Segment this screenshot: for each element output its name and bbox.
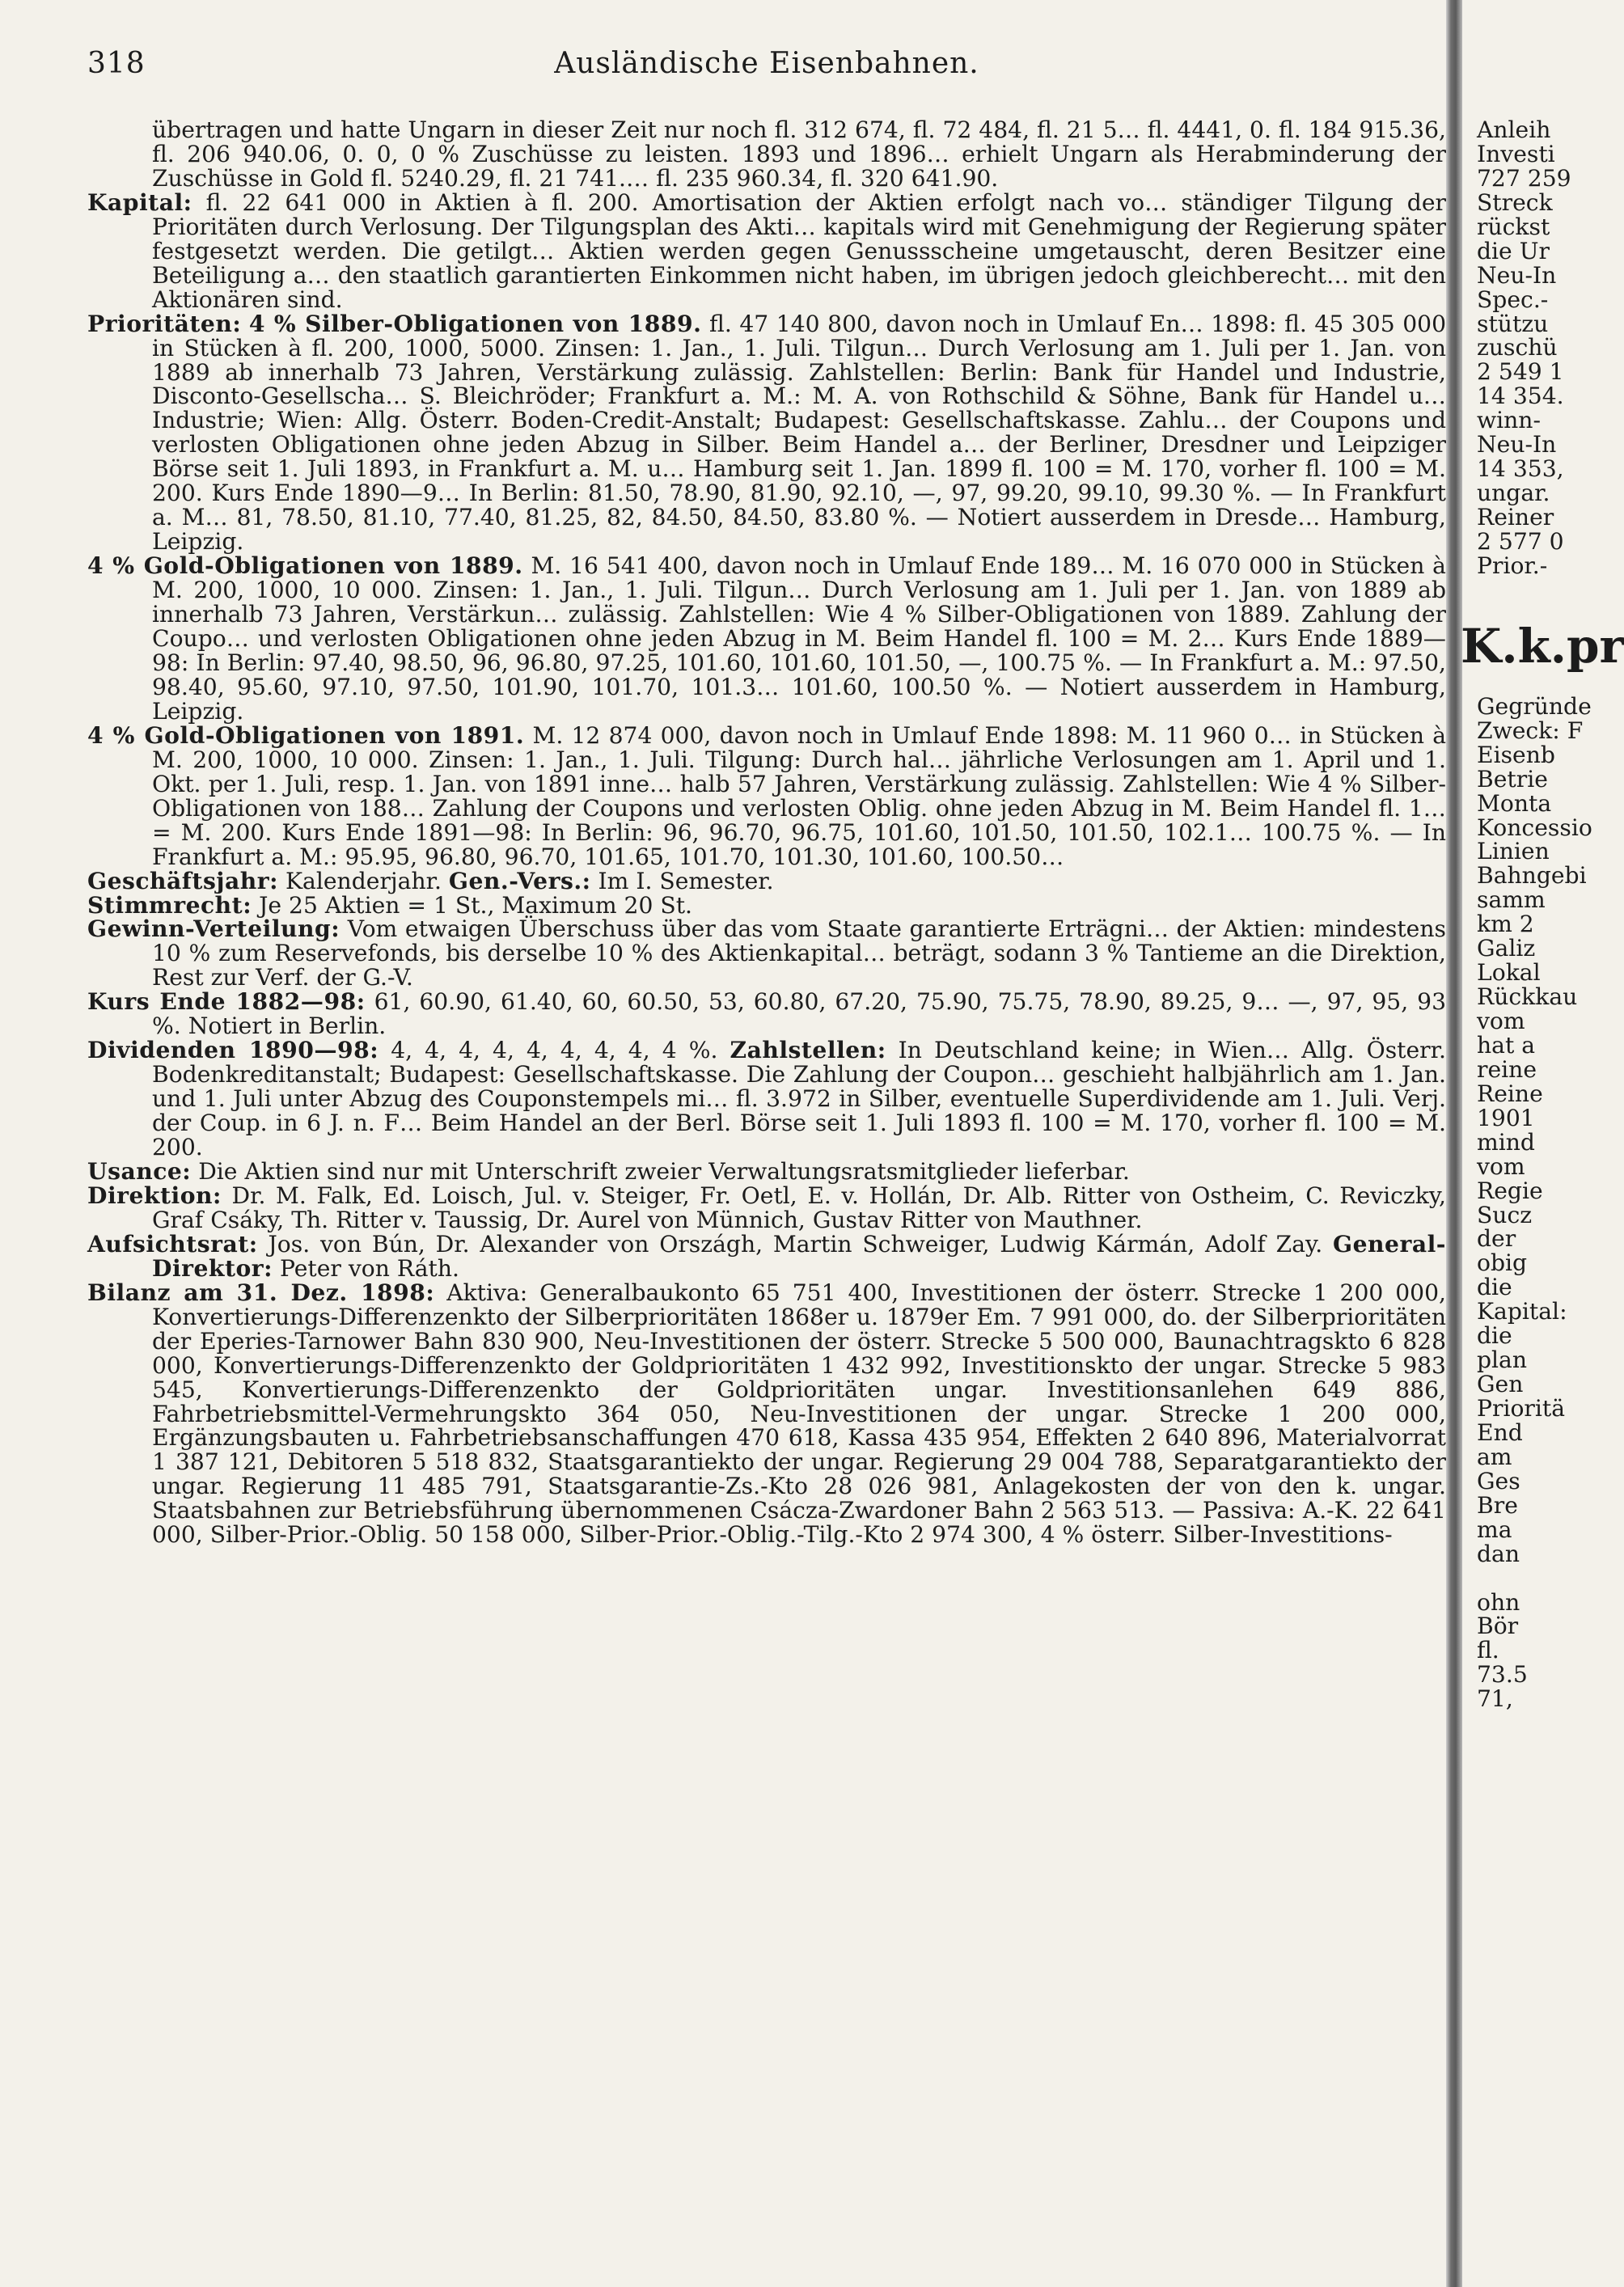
entry-label: Stimmrecht:: [87, 891, 252, 919]
entry-label: Aufsichtsrat:: [87, 1230, 258, 1258]
side-line: die: [1477, 1274, 1512, 1301]
entry-dividenden: [87, 1038, 1446, 1160]
side-line: Prioritä: [1477, 1395, 1566, 1422]
page-gutter-divider: [1446, 0, 1462, 2287]
entry-label: Geschäftsjahr:: [87, 867, 279, 894]
side-line: samm: [1477, 886, 1546, 914]
side-line: Linien: [1477, 838, 1550, 865]
side-line: die Ur: [1477, 237, 1550, 264]
side-line: fl.: [1477, 1637, 1499, 1664]
entry-sublabel: 4 % Silber-Obligationen von 1889.: [248, 310, 702, 337]
entry-text: Jos. von Bún, Dr. Alexander von Országh, Martin Schweiger, Ludwig Kármán, Adolf Zay.: [268, 1230, 1323, 1258]
side-line: rückst: [1477, 213, 1550, 240]
entry-label: Kapital:: [87, 188, 192, 216]
entry-text: Die Aktien sind nur mit Unterschrift zweier Verwaltungsratsmitglieder lieferbar.: [198, 1157, 1130, 1185]
side-line: mind: [1477, 1128, 1535, 1156]
entry-text: M. 16 541 400, davon noch in Umlauf Ende 189… M. 16 070 000 in Stücken à M. 200, 1000, 10 000. Zinsen: 1. Jan., 1. Juli. Tilgun… Durch Verlosung am 1. Juli per 1. Jan. von 1889 ab innerhalb 73 Jahren, Verstärkun… zulässig. Zahlstellen: Wie 4 % Silber-Obligationen von 1889. Zahlung der Coupo… und verlosten Obligationen ohne jeden Abzug in M. Beim Handel fl. 100 = M. 2… Kurs Ende 1889—98: In Berlin: 97.40, 98.50, 96, 96.80, 97.25, 101.60, 101.60, 101.50, —, 100.75 %. — In Frankfurt a. M.: 97.50, 98.40, 95.60, 97.10, 97.50, 101.90, 101.70, 101.3… 101.60, 100.50 %. — Notiert ausserdem in Hamburg, Leipzig.: [152, 552, 1446, 725]
side-line: hat a: [1477, 1031, 1536, 1059]
entry-text: fl. 22 641 000 in Aktien à fl. 200. Amortisation der Aktien erfolgt nach vo… ständiger Tilgung der Prioritäten durch Verlosung. Der Tilgungsplan des Akti… kapitals wird mit Genehmigung der Regierung später festgesetzt werden. Die getilgt… Aktien werden gegen Genussscheine umgetauscht, deren Besitzer eine Beteiligung a… den staatlich garantierten Einkommen nicht haben, im übrigen jedoch gleichberecht… mit den Aktionären sind.: [152, 188, 1446, 313]
side-line: 14 354.: [1477, 383, 1564, 410]
side-line: Lokal: [1477, 959, 1541, 987]
side-line: dan: [1477, 1540, 1520, 1567]
side-line: vom: [1477, 1008, 1525, 1034]
entry-text-2: In Deutschland keine; in Wien… Allg. Österr. Bodenkreditanstalt; Budapest: Gesellschaftskasse. Die Zahlung der Coupon… geschieht halbjährlich am 1. Jan. und 1. Juli unter Abzug des Couponstempels mi… fl. 3.972 in Silber, eventuelle Superdividende am 1. Juli. Verj. der Coup. in 6 J. n. F… Beim Handel an der Berl. Börse seit 1. Juli 1893 fl. 100 = M. 170, vorher fl. 100 = M. 200.: [152, 1037, 1446, 1161]
entry-gold-1891: [87, 721, 1446, 870]
entry-text: Je 25 Aktien = 1 St., Maximum 20 St.: [259, 891, 692, 919]
entry-label: 4 % Gold-Obligationen von 1889.: [87, 552, 523, 580]
side-line: Koncessio: [1477, 814, 1592, 841]
entry-text: Kalenderjahr.: [285, 867, 442, 894]
entry-text: 61, 60.90, 61.40, 60, 60.50, 53, 60.80, 67.20, 75.90, 75.75, 78.90, 89.25, 9… —, 97, 95, 93 %. Notiert in Berlin.: [152, 988, 1447, 1040]
running-title: Ausländische Eisenbahnen.: [554, 47, 979, 80]
side-line: 73.5: [1477, 1661, 1528, 1689]
side-line: Neu-In: [1477, 431, 1557, 459]
side-line: Reiner: [1477, 504, 1554, 531]
entry-text: fl. 47 140 800, davon noch in Umlauf En… 1898: fl. 45 305 000 in Stücken à fl. 200, 1000, 5000. Zinsen: 1. Jan., 1. Juli. Tilgun… Durch Verlosung am 1. Juli per 1. Jan. von 1889 ab innerhalb 73 Jahren, Verstärkung zulässig. Zahlstellen: Berlin: Bank für Handel und Industrie, Disconto-Gesellscha… S. Bleichröder; Frankfurt a. M.: M. A. von Rothschild & Söhne, Bank für Handel u… Industrie; Wien: Allg. Österr. Boden-Credit-Anstalt; Budapest: Gesellschaftskasse. Zahlu… der Coupons und verlosten Obligationen ohne jeden Abzug in Silber. Beim Handel a… der Berliner, Dresdner und Leipziger Börse seit 1. Juli 1893, in Frankfurt a. M. u… Hamburg seit 1. Jan. 1899 fl. 100 = M. 170, vorher fl. 100 = M. 200. Kurs Ende 1890—9… In Berlin: 81.50, 78.90, 81.90, 92.10, —, 97, 99.20, 99.10, 99.30 %. — In Frankfurt a. M… 81, 78.50, 81.10, 77.40, 81.25, 82, 84.50, 84.50, 83.80 %. — Notiert ausserdem in Dresde… Hamburg, Leipzig.: [152, 310, 1447, 556]
entry-direktion: [87, 1184, 1446, 1232]
entry-label: Usance:: [87, 1157, 192, 1185]
side-line: 727 259: [1477, 164, 1571, 192]
side-line: obig: [1477, 1249, 1528, 1277]
side-line: Bör: [1477, 1613, 1519, 1640]
entry-gold-1889: [87, 554, 1446, 724]
entry-text: 4, 4, 4, 4, 4, 4, 4, 4, 4 %.: [391, 1037, 718, 1064]
side-line: Reine: [1477, 1080, 1543, 1107]
side-line: Monta: [1477, 789, 1552, 817]
entry-text: Dr. M. Falk, Ed. Loisch, Jul. v. Steiger, Fr. Oetl, E. v. Hollán, Dr. Alb. Ritter von Ostheim, C. Reviczky, Graf Csáky, Th. Ritter v. Taussig, Dr. Aurel von Münnich, Gustav Ritter von Mauthner.: [152, 1182, 1446, 1233]
side-line: Betrie: [1477, 765, 1548, 793]
entry-bilanz: [87, 1281, 1446, 1547]
side-line: 2 549 1: [1477, 358, 1564, 386]
entry-label: Bilanz am 31. Dez. 1898:: [87, 1279, 435, 1306]
entry-label: Dividenden 1890—98:: [87, 1037, 379, 1064]
entry-label: 4 % Gold-Obligationen von 1891.: [87, 721, 525, 749]
side-line: Kapital:: [1477, 1298, 1567, 1325]
side-line: Bahngebi: [1477, 862, 1587, 890]
side-line: Zweck: F: [1477, 717, 1584, 744]
side-line: zuschü: [1477, 334, 1558, 361]
side-line: Ges: [1477, 1467, 1520, 1494]
entry-label: Prioritäten:: [87, 310, 242, 337]
adjacent-page-column: [1461, 116, 1624, 2269]
entry-text: Aktiva: Generalbaukonto 65 751 400, Investitionen der österr. Strecke 1 200 000, Konvertierungs-Differenzenkto der Silberprioritäten 1868er u. 1879er Em. 7 991 000, do. der Silberprioritäten der Eperies-Tarnower Bahn 830 900, Neu-Investitionen der österr. Strecke 5 500 000, Baunachtragskto 6 828 000, Konvertierungs-Differenzenkto der Goldprioritäten 1 432 992, Investitionskto der ungar. Strecke 5 983 545, Konvertierungs-Differenzenkto der Goldprioritäten ungar. Investitionsanlehen 649 886, Fahrbetriebsmittel-Vermehrungskto 364 050, Neu-Investitionen der ungar. Strecke 1 200 000, Ergänzungsbauten u. Fahrbetriebsanschaffungen 470 618, Kassa 435 954, Effekten 2 640 896, Materialvorrat 1 387 121, Debitoren 5 518 832, Staatsgarantiekto der ungar. Regierung 29 004 788, Separatgarantiekto der ungar. Regierung 11 485 791, Staatsgarantie-Zs.-Kto 28 026 981, Anlagekosten der von den k. ungar. Staatsbahnen zur Betriebsführung übernommenen Csácza-Zwardoner Bahn 2 563 513. — Passiva: A.-K. 22 641 000, Silber-Prior.-Oblig. 50 158 000, Silber-Prior.-Oblig.-Tilg.-Kto 2 974 300, 4 % österr. Silber-Investitions-: [152, 1279, 1446, 1549]
entry-prioritaeten: [87, 312, 1446, 555]
entry-text: Vom etwaigen Überschuss über das vom Staate garantierte Erträgni… der Aktien: mindestens 10 % zum Reservefonds, bis derselbe 10 % des Aktienkapital… beträgt, sodann 3 % Tantieme an die Direktion, Rest zur Verf. der G.-V.: [152, 915, 1446, 991]
side-line: Streck: [1477, 188, 1553, 216]
side-line: Sucz: [1477, 1201, 1533, 1228]
side-line: km 2: [1477, 911, 1534, 938]
entry-text: M. 12 874 000, davon noch in Umlauf Ende 1898: M. 11 960 0… in Stücken à M. 200, 1000, 10 000. Zinsen: 1. Jan., 1. Juli. Tilgung: Durch hal… jährliche Verlosungen am 1. April und 1. Okt. per 1. Juli, resp. 1. Jan. von 1891 inne… halb 57 Jahren, Verstärkung zulässig. Zahlstellen: Wie 4 % Silber-Obligationen von 188… Zahlung der Coupons und verlosten Oblig. ohne jeden Abzug in M. Beim Handel fl. 1… = M. 200. Kurs Ende 1891—98: In Berlin: 96, 96.70, 96.75, 101.60, 101.50, 101.50, 102.1… 100.75 %. — In Frankfurt a. M.: 95.95, 96.80, 96.70, 101.65, 101.70, 101.30, 101.60, 100.50…: [152, 721, 1446, 870]
page-header: [87, 42, 1446, 91]
entry-gewinn-verteilung: [87, 917, 1446, 990]
side-line: vom: [1477, 1152, 1525, 1180]
side-line: Gegründe: [1477, 692, 1592, 720]
side-line: stützu: [1477, 310, 1549, 337]
side-line: Bre: [1477, 1491, 1518, 1519]
side-lines-bottom: [1477, 692, 1618, 1713]
entry-sublabel: Gen.-Vers.:: [448, 867, 591, 894]
entry-label: Kurs Ende 1882—98:: [87, 988, 366, 1016]
side-line: Prior.-: [1477, 552, 1548, 579]
entry-label: Direktion:: [87, 1182, 222, 1209]
entry-text-2: Im I. Semester.: [598, 867, 774, 894]
side-line: der: [1477, 1225, 1516, 1253]
main-column: [87, 118, 1446, 2269]
side-line: Investi: [1477, 140, 1555, 167]
entry-sublabel: General-Direktor:: [152, 1230, 1446, 1282]
side-line: die: [1477, 1322, 1512, 1350]
side-line: 2 577 0: [1477, 527, 1564, 555]
entry-kurs: [87, 990, 1446, 1038]
entry-usance: [87, 1157, 1446, 1185]
side-line: Spec.-: [1477, 285, 1549, 313]
side-line: Rückkau: [1477, 983, 1578, 1011]
entry-text-2: Peter von Ráth.: [280, 1254, 459, 1282]
side-line: 71,: [1477, 1685, 1513, 1713]
side-line: ohn: [1477, 1588, 1520, 1616]
entry-geschaeftsjahr: [87, 869, 1446, 894]
side-line: Galiz: [1477, 935, 1536, 962]
side-line: winn-: [1477, 407, 1541, 434]
side-line: End: [1477, 1418, 1523, 1446]
side-line: ungar.: [1477, 480, 1550, 507]
side-line: plan: [1477, 1346, 1528, 1374]
side-line: 1901: [1477, 1104, 1535, 1131]
side-heading: K.k.pr: [1461, 618, 1624, 674]
side-line: Neu-In: [1477, 261, 1557, 289]
side-line: Anleih: [1477, 116, 1551, 143]
side-line: ma: [1477, 1516, 1512, 1543]
entry-aufsichtsrat: [87, 1232, 1446, 1281]
side-line: [1477, 1566, 1618, 1591]
intro-paragraph: übertragen und hatte Ungarn in dieser Zeit nur noch fl. 312 674, fl. 72 484, fl. 21 5… fl. 4441, 0. fl. 184 915.36, fl. 206 940.06, 0. 0, 0 % Zuschüsse zu leisten. 1893 und 1896… erhielt Ungarn als Herabminderung der Zuschüsse in Gold fl. 5240.29, fl. 21 741.… fl. 235 960.34, fl. 320 641.90.: [152, 116, 1446, 192]
side-line: Regie: [1477, 1177, 1543, 1204]
entry-sublabel: Zahlstellen:: [730, 1037, 886, 1064]
entry-stimmrecht: [87, 891, 1446, 919]
side-line: Eisenb: [1477, 741, 1555, 768]
side-line: am: [1477, 1443, 1512, 1470]
side-lines-top: [1477, 118, 1618, 578]
entry-label: Gewinn-Verteilung:: [87, 915, 340, 943]
side-line: 14 353,: [1477, 455, 1564, 483]
side-line: Gen: [1477, 1371, 1524, 1398]
entry-kapital: [87, 188, 1446, 313]
side-line: reine: [1477, 1055, 1537, 1083]
page-number: 318: [87, 47, 146, 80]
